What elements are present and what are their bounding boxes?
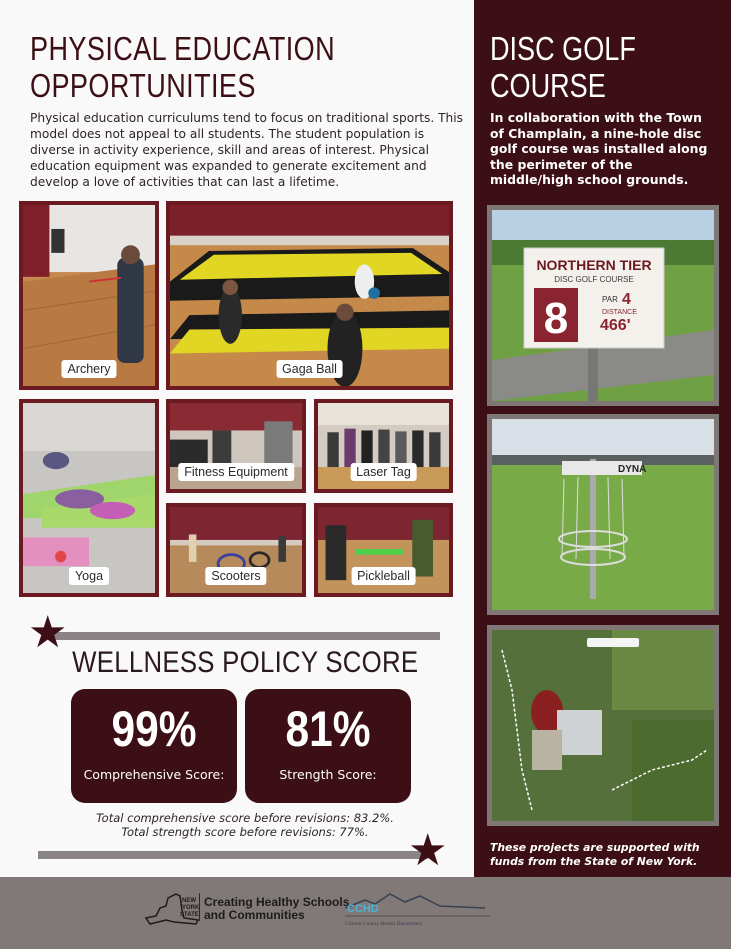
sign-par-label: PAR (602, 295, 618, 304)
sign-par-value: 4 (622, 291, 631, 308)
sign-brand-text: NORTHERN TIER (536, 257, 652, 273)
gaga-ball-image (170, 205, 449, 386)
strength-score-card (245, 689, 411, 803)
comprehensive-score-value: 99% (111, 701, 197, 757)
caption-archery: Archery (61, 360, 116, 378)
ccdh-text: Clinton County Health Department (345, 921, 423, 927)
svg-text:NEW: NEW (182, 898, 196, 904)
score-note-line2: Total strength score before revisions: 77%. (121, 825, 369, 839)
caption-pickleball: Pickleball (351, 567, 416, 585)
caption-yoga: Yoga (69, 567, 109, 585)
star-bottom-icon: ★ (408, 825, 448, 876)
svg-text:YORK: YORK (182, 905, 200, 911)
sign-subtitle-text: DISC GOLF COURSE (554, 275, 634, 284)
divider-bottom (38, 851, 428, 859)
sign-hole-number: 8 (543, 294, 569, 343)
svg-text:STATE: STATE (180, 912, 199, 918)
comprehensive-score-card (71, 689, 237, 803)
basket-image (492, 419, 714, 610)
photo-gaga-ball (166, 201, 453, 390)
new-york-state-logo-icon (144, 890, 200, 926)
funding-note: These projects are supported with funds from the State of New York. (490, 841, 700, 868)
divider-top (50, 632, 440, 640)
caption-laser-tag: Laser Tag (350, 463, 417, 481)
photo-archery (19, 201, 159, 390)
photo-pickleball (314, 503, 453, 597)
photo-course-map (487, 625, 719, 826)
photo-scooters (166, 503, 306, 597)
footer-separator (199, 893, 200, 921)
intro-paragraph: Physical education curriculums tend to focus on traditional sports. This model does not appeal to all students. The student population is diverse in activity experience, skill and areas of interest. Physical education equipment was expanded to generate excitement and develop a love of activities that can last a lifetime. (30, 111, 464, 189)
program-name-line2: and Communities (204, 908, 305, 922)
score-note-line1: Total comprehensive score before revisions: 83.2%. (96, 811, 394, 825)
photo-tee-sign (487, 205, 719, 406)
photo-basket (487, 414, 719, 615)
caption-scooters: Scooters (205, 567, 266, 585)
page-title: PHYSICAL EDUCATION OPPORTUNITIES (30, 30, 336, 104)
strength-score-value: 81% (285, 701, 371, 757)
caption-gaga-ball: Gaga Ball (276, 360, 343, 378)
star-top-icon: ★ (28, 607, 68, 658)
sidebar-intro: In collaboration with the Town of Champlain, a nine-hole disc golf course was installed along the perimeter of the middle/high school grounds. (490, 110, 708, 187)
caption-fitness-equipment: Fitness Equipment (178, 463, 294, 481)
photo-laser-tag (314, 399, 453, 493)
clinton-county-health-logo-icon (345, 890, 495, 930)
comprehensive-score-label: Comprehensive Score: (83, 767, 225, 782)
photo-fitness-equipment (166, 399, 306, 493)
course-map-image (492, 630, 714, 821)
yoga-image (23, 403, 155, 593)
svg-text:CCHD: CCHD (347, 903, 379, 915)
photo-yoga (19, 399, 159, 597)
tee-sign-image (492, 210, 714, 401)
program-name-line1: Creating Healthy Schools (204, 895, 350, 909)
sign-distance-value: 466' (600, 317, 631, 334)
sign-distance-label: DISTANCE (602, 309, 637, 316)
score-note (30, 811, 460, 839)
strength-score-label: Strength Score: (279, 767, 377, 782)
archery-image (23, 205, 155, 386)
program-name (204, 896, 349, 922)
sidebar-title: DISC GOLF COURSE (490, 30, 636, 104)
wellness-title: WELLNESS POLICY SCORE (71, 646, 419, 679)
basket-brand-text: DYNA (618, 464, 647, 475)
